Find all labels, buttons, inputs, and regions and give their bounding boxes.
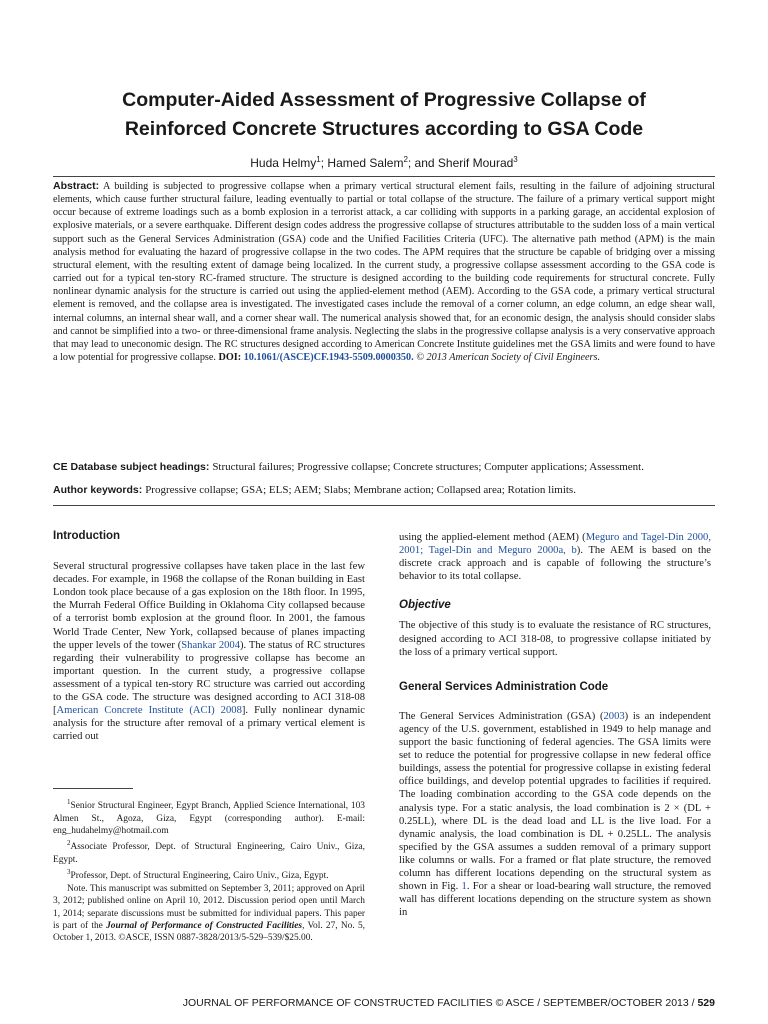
footnote-text: Senior Structural Engineer, Egypt Branch, Applied Science International, 103 Almen St., Agoza, Giza, Egypt (corresponding author). E-mail: eng_hudahelmy@hotmail.com bbox=[53, 801, 365, 836]
text-run: ). The status of RC structures regarding their vulnerability to progressive collapse has become an important question. In the current study, a progressive collapse assessment of a typical ten-story RC structure was carried out according to the GSA code. The structure was designed according to ACI 318-08 [ bbox=[53, 639, 365, 717]
objective-paragraph: The objective of this study is to evaluate the resistance of RC structures, designed according to ACI 318-08, to progressive collapse initiated by the loss of a primary vertical support. bbox=[399, 620, 711, 658]
author-1-affil: 1 bbox=[316, 155, 321, 164]
left-column bbox=[53, 530, 365, 743]
doi-label: DOI: bbox=[218, 352, 242, 364]
text-run: , Vol. 27, No. 5, October 1, 2013. ©ASCE, ISSN 0887-3828/2013/5-529–539/$25.00. bbox=[53, 921, 365, 944]
title-line-1: Computer-Aided Assessment of Progressive Collapse of bbox=[122, 89, 646, 111]
footnote-text: Associate Professor, Dept. of Structural Engineering, Cairo Univ., Giza, Egypt. bbox=[53, 842, 365, 865]
author-3: Sherif Mourad bbox=[437, 156, 514, 170]
footer-journal: JOURNAL OF PERFORMANCE OF CONSTRUCTED FACILITIES © ASCE / SEPTEMBER/OCTOBER 2013 / bbox=[182, 997, 698, 1009]
abstract bbox=[53, 180, 715, 364]
gsa-paragraph bbox=[399, 710, 711, 920]
author-sep: ; bbox=[320, 156, 328, 170]
footnote-1 bbox=[53, 796, 365, 837]
citation-link[interactable]: Shankar 2004 bbox=[181, 639, 241, 651]
aem-paragraph bbox=[399, 531, 711, 583]
author-keywords bbox=[53, 484, 715, 496]
text-run: The General Services Administration (GSA) ( bbox=[399, 710, 604, 722]
abstract-text: A building is subjected to progressive collapse when a primary vertical structural element fails, resulting in the failure of adjoining structural elements, which cause further structural failure, leading eventually to partial or total collapse of the structure. The failure of a primary vertical support might occur because of extreme loadings such as a bomb explosion in a terrorist attack, a car colliding with supports in a parking garage, an accidental explosion of explosive materials, or a severe earthquake. Different design codes address the progressive collapse of structures attributable to the sudden loss of a main vertical support such as the General Services Administration (GSA) code and the Unified Facilities Criteria (UFC). The alternative path method (APM) is the main analysis method for evaluating the hazard of progressive collapse in the two codes. The APM requires that the structure be capable of bridging over a missing structural element, with the resulting extent of damage being localized. In the current study, a progressive collapse assessment according to the GSA code is carried out for a typical ten-story RC-framed structure. The structure is designed according to the building code requirements for structural concrete. Fully nonlinear dynamic analysis for the structure is carried out using the applied-element method (AEM). According to the GSA code, a primary vertical structural element is removed, and the collapse area is investigated. The investigated cases include the removal of a corner column, an edge column, an edge shear wall, internal columns, an internal shear wall, and a corner shear wall. The numerical analysis showed that, for an economic design, the analysis should consider slabs and cannot be simplified into a two- or three-dimensional frame analysis. Neglecting the slabs in the progressive collapse analysis is a very conservative approach that may lead to uneconomic design. The RC structures designed according to American Concrete Institute guidelines met the GSA limits and were found to have a low potential for progressive collapse. bbox=[53, 181, 716, 364]
divider bbox=[53, 505, 715, 506]
paper-title bbox=[40, 86, 728, 144]
divider bbox=[53, 176, 715, 177]
footnote-rule bbox=[53, 788, 133, 789]
footnote-marker: 3 bbox=[67, 868, 71, 877]
text-run: ]. Fully nonlinear dynamic analysis for the structure after removal of a primary vertical element is carried out bbox=[53, 705, 365, 743]
text-run: . For a shear or load-bearing wall structure, the removed wall has different locations depending on the structure system as shown in bbox=[399, 881, 711, 919]
section-heading-introduction: Introduction bbox=[53, 530, 121, 542]
citation-link[interactable]: Meguro and Tagel-Din 2000, 2001; Tagel-Din and Meguro 2000a, b bbox=[399, 532, 711, 557]
author-sep: ; and bbox=[407, 156, 438, 170]
footnote-marker: 2 bbox=[67, 839, 71, 848]
journal-name: Journal of Performance of Constructed Facilities bbox=[106, 921, 303, 932]
text-run: ). The AEM is based on the discrete crack approach and is capable of following the structure’s behavior to its total collapse. bbox=[399, 545, 711, 583]
footnote-text: Professor, Dept. of Structural Engineering, Cairo Univ., Giza, Egypt. bbox=[70, 871, 329, 882]
page-number: 529 bbox=[697, 997, 715, 1009]
text-run: Note. This manuscript was submitted on September 3, 2011; approved on April 3, 2012; published online on April 10, 2012. Discussion period open until March 1, 2014; separate discussions must be submitted for individual papers. This paper is part of the bbox=[53, 883, 365, 932]
subject-headings-label: CE Database subject headings: bbox=[53, 461, 210, 473]
section-heading-gsa-code: General Services Administration Code bbox=[399, 680, 609, 693]
footnote-2 bbox=[53, 837, 365, 866]
author-2-affil: 2 bbox=[403, 155, 408, 164]
footnote-marker: 1 bbox=[67, 798, 71, 806]
footnotes bbox=[53, 796, 365, 945]
author-keywords-value: Progressive collapse; GSA; ELS; AEM; Slabs; Membrane action; Collapsed area; Rotation limits. bbox=[145, 484, 576, 496]
footnote-3 bbox=[53, 866, 365, 883]
introduction-paragraph bbox=[53, 560, 365, 743]
text-run: Several structural progressive collapses have taken place in the last few decades. For example, in 1968 the collapse of the Ronan building in East London took place because of a gas explosion on the 18th floor. In 1995, the Murrah Federal Office Building in Oklahoma City collapsed because of a terrorist bomb explosion at the ground floor. In 2001, the famous World Trade Center, New York, collapsed because of planes impacting the upper levels of the tower ( bbox=[53, 561, 365, 651]
citation-link[interactable]: American Concrete Institute (ACI) 2008 bbox=[56, 705, 242, 717]
author-2: Hamed Salem bbox=[327, 156, 404, 170]
figure-link[interactable]: 1 bbox=[461, 881, 467, 893]
manuscript-note bbox=[53, 883, 365, 945]
text-run: ) is an independent agency of the U.S. government, established in 1949 to help manage and support the basic functioning of federal agencies. The GSA limits were set to reduce the potential for progressive collapse in new federal office buildings, assess the potential for progressive collapse in existing federal office buildings, and develop potential upgrades to facilities if required. The loading combination according to the GSA code depends on the analysis type. For a static analysis, the load combination is 2 × (DL + 0.25LL), where DL is the dead load and LL is the live load. For a dynamic analysis, the load combination is DL + 0.25LL. The analysis specified by the GSA assumes a sudden removal of a primary support like columns or walls. For a framed or flat plate structure, the removed column has different locations depending on the structural system as shown in Fig. bbox=[399, 710, 711, 893]
doi-link[interactable]: 10.1061/(ASCE)CF.1943-5509.0000350. bbox=[243, 352, 414, 364]
text-run: using the applied-element method (AEM) ( bbox=[399, 532, 586, 543]
section-heading-objective: Objective bbox=[399, 599, 451, 612]
page-footer bbox=[53, 997, 715, 1009]
subject-headings-value: Structural failures; Progressive collapse; Concrete structures; Computer applications; Assessment. bbox=[212, 461, 644, 473]
subject-headings bbox=[53, 461, 715, 473]
right-column bbox=[399, 531, 711, 919]
author-3-affil: 3 bbox=[513, 155, 518, 164]
author-list bbox=[40, 155, 728, 170]
title-line-2: Reinforced Concrete Structures according to GSA Code bbox=[124, 118, 644, 140]
author-1: Huda Helmy bbox=[250, 156, 317, 170]
citation-link[interactable]: 2003 bbox=[603, 710, 625, 722]
author-keywords-label: Author keywords: bbox=[53, 484, 143, 496]
abstract-label: Abstract: bbox=[53, 180, 100, 192]
copyright: © 2013 American Society of Civil Engineers. bbox=[416, 352, 601, 364]
